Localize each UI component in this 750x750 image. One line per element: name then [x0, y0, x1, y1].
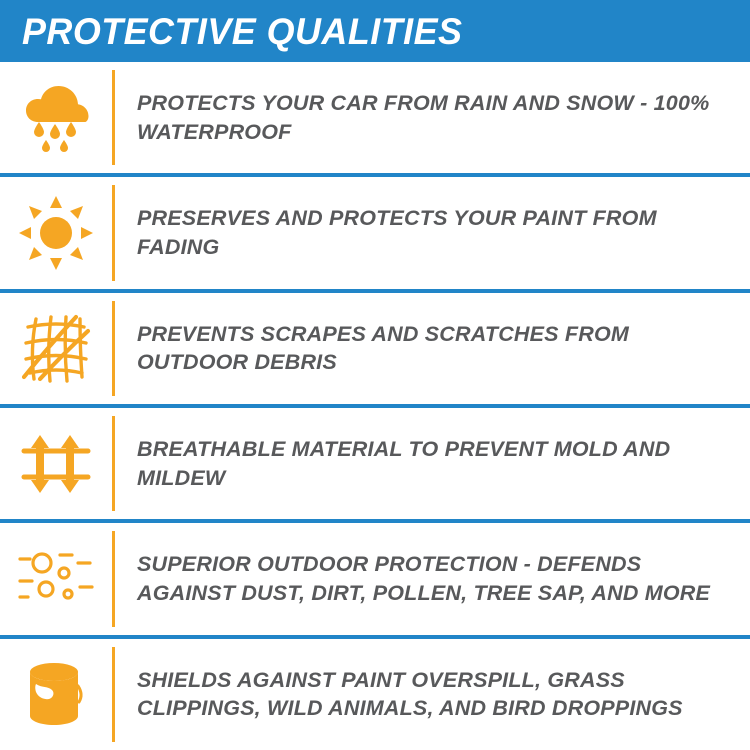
rain-cloud-icon — [18, 82, 94, 154]
list-item-label: PRESERVES AND PROTECTS YOUR PAINT FROM FADING — [137, 206, 657, 259]
icon-cell — [0, 82, 112, 154]
page-title: PROTECTIVE QUALITIES — [22, 10, 463, 52]
list-item-label: SHIELDS AGAINST PAINT OVERSPILL, GRASS CLIPPINGS, WILD ANIMALS, AND BIRD DROPPINGS — [137, 667, 683, 721]
icon-cell — [0, 547, 112, 611]
text-cell — [115, 89, 750, 147]
icon-cell — [0, 313, 112, 383]
list-item — [0, 519, 750, 634]
paint-can-spill-icon — [20, 656, 92, 732]
text-cell — [115, 550, 750, 608]
icon-cell — [0, 196, 112, 270]
header-banner — [0, 0, 750, 62]
list-item — [0, 62, 750, 173]
text-cell — [115, 435, 750, 493]
list-item-label: SUPERIOR OUTDOOR PROTECTION - DEFENDS AGAINST DUST, DIRT, POLLEN, TREE SAP, AND MORE — [137, 552, 711, 605]
qualities-list — [0, 62, 750, 750]
list-item — [0, 173, 750, 288]
scratched-net-icon — [18, 313, 94, 383]
dust-particles-icon — [16, 547, 96, 611]
list-item — [0, 404, 750, 519]
text-cell — [115, 666, 750, 724]
text-cell — [115, 320, 750, 378]
list-item-label: PREVENTS SCRAPES AND SCRATCHES FROM OUTDOOR DEBRIS — [137, 321, 629, 375]
list-item — [0, 635, 750, 750]
breathable-airflow-icon — [18, 429, 94, 499]
icon-cell — [0, 656, 112, 732]
list-item-label: BREATHABLE MATERIAL TO PREVENT MOLD AND MILDEW — [137, 436, 671, 490]
text-cell — [115, 204, 750, 262]
list-item-label: PROTECTS YOUR CAR FROM RAIN AND SNOW - 100% WATERPROOF — [137, 90, 710, 144]
sun-icon — [19, 196, 93, 270]
icon-cell — [0, 429, 112, 499]
list-item — [0, 289, 750, 404]
